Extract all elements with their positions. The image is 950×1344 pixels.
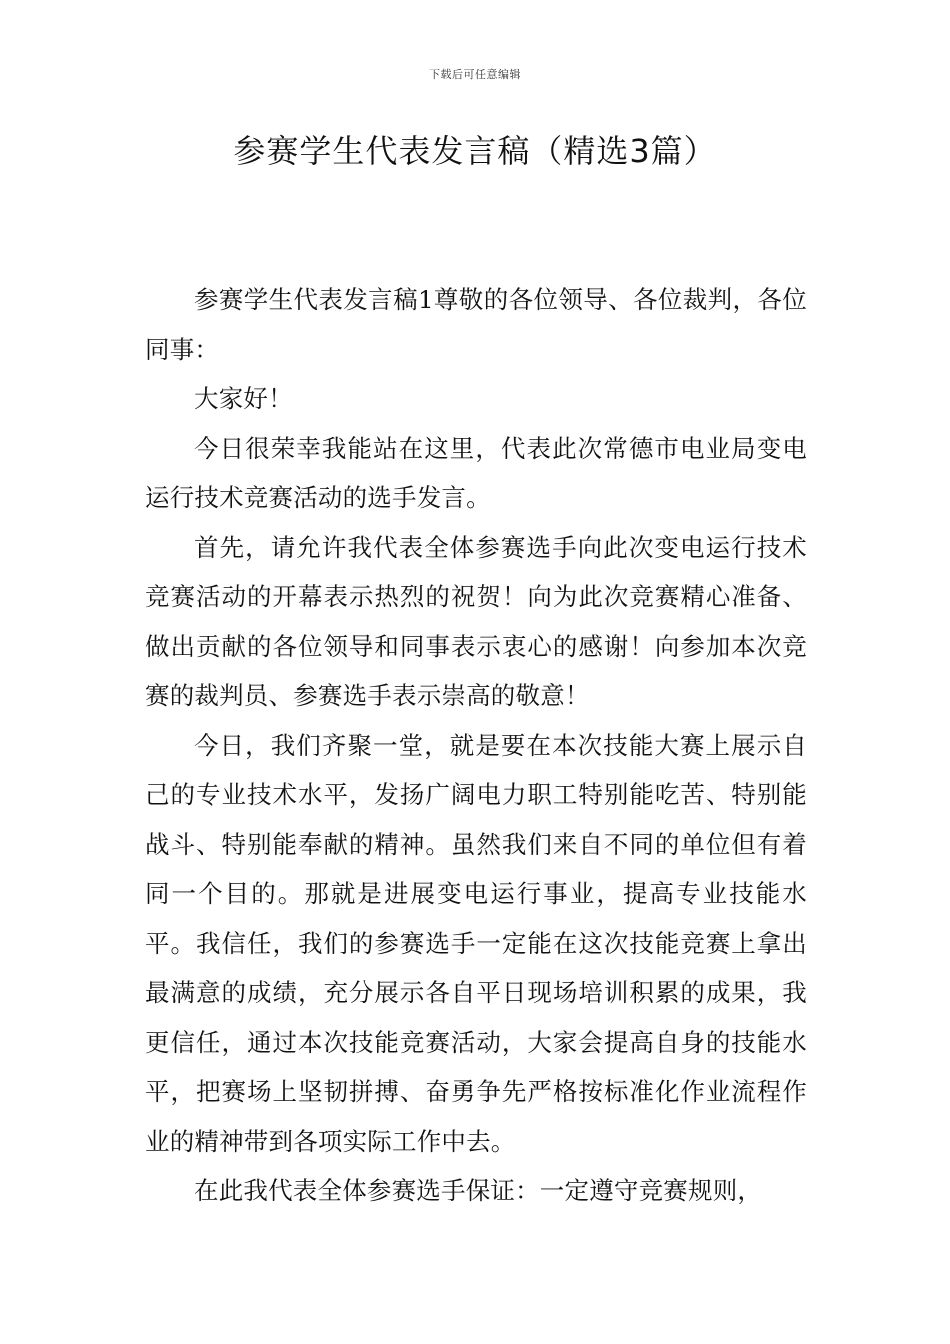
header-note: 下载后可任意编辑 <box>429 68 521 81</box>
paragraph-pledge: 在此我代表全体参赛选手保证：一定遵守竞赛规则， <box>194 1176 763 1205</box>
paragraph-purpose: 今日，我们齐聚一堂，就是要在本次技能大赛上展示自己的专业技术水平，发扬广阔电力职工特别能吃苦、特别能战斗、特别能奉献的精神。虽然我们来自不同的单位但有着同一个目的。那就是进展变电运行事业，提高专业技能水平。我信任，我们的参赛选手一定能在这次技能竞赛上拿出最满意的成绩，充分展示各自平日现场培训积累的成果，我更信任，通过本次技能竞赛活动，大家会提高自身的技能水平，把赛场上坚韧拼搏、奋勇争先严格按标准化作业流程作业的精神带到各项实际工作中去。 <box>145 730 807 1156</box>
paragraph-congratulations: 首先，请允许我代表全体参赛选手向此次变电运行技术竞赛活动的开幕表示热烈的祝贺！向为此次竞赛精心准备、做出贡献的各位领导和同事表示衷心的感谢！向参加本次竞赛的裁判员、参赛选手表示崇高的敬意！ <box>145 532 807 710</box>
document-body <box>145 275 807 1216</box>
document-title: 参赛学生代表发言稿（精选3篇） <box>233 132 717 170</box>
paragraph-introduction: 今日很荣幸我能站在这里，代表此次常德市电业局变电运行技术竞赛活动的选手发言。 <box>145 433 807 512</box>
paragraph-salutation: 参赛学生代表发言稿1尊敬的各位领导、各位裁判，各位同事： <box>145 285 807 364</box>
paragraph-greeting: 大家好！ <box>194 384 293 413</box>
